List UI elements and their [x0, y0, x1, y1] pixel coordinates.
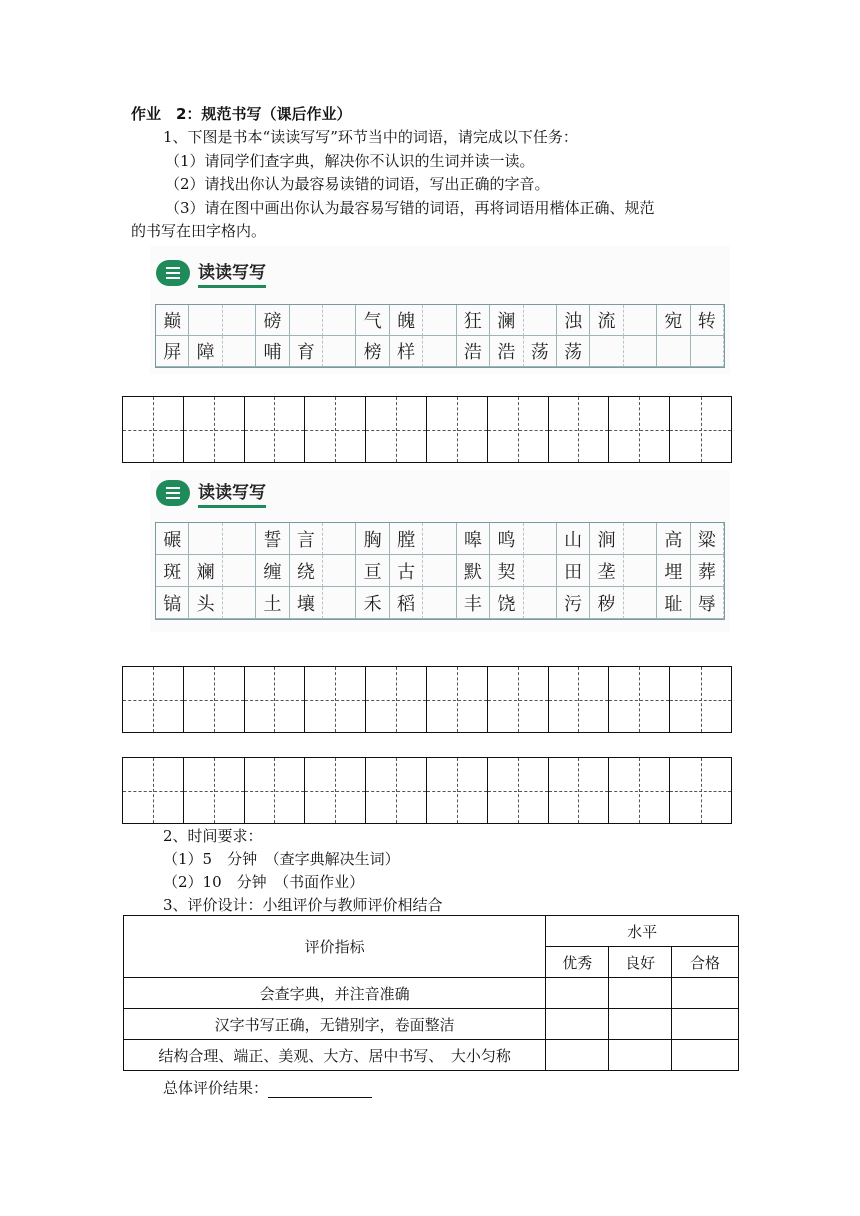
- word-cell: [323, 523, 356, 555]
- word-cell: 障: [189, 336, 222, 367]
- evaluation-table: [123, 915, 739, 1071]
- word-cell: 斓: [189, 555, 222, 587]
- criterion-2: 汉字书写正确，无错别字，卷面整洁: [124, 1009, 546, 1040]
- word-cell: 田: [557, 555, 590, 587]
- tianzige-cell[interactable]: [427, 758, 488, 823]
- word-cell: 嗥: [457, 523, 490, 555]
- word-cell: 育: [290, 336, 323, 367]
- word-cell: 浊: [557, 305, 590, 336]
- score-cell[interactable]: [546, 978, 609, 1009]
- word-cell: [524, 523, 557, 555]
- tianzige-cell[interactable]: [670, 758, 731, 823]
- word-cell: [223, 305, 256, 336]
- tianzige-cell[interactable]: [305, 397, 366, 462]
- tianzige-cell[interactable]: [549, 397, 610, 462]
- task-1: （1）请同学们查字典，解决你不认识的生词并读一读。: [165, 152, 535, 170]
- tianzige-cell[interactable]: [488, 667, 549, 732]
- section-number-icon: [156, 480, 190, 506]
- word-cell: [423, 555, 456, 587]
- tianzige-cell[interactable]: [427, 397, 488, 462]
- word-cell: [624, 523, 657, 555]
- tianzige-cell[interactable]: [670, 397, 731, 462]
- word-cell: 魄: [390, 305, 423, 336]
- word-cell: 誓: [256, 523, 289, 555]
- word-cell: 澜: [490, 305, 523, 336]
- word-cell: 粱: [691, 523, 724, 555]
- word-cell: 饶: [490, 587, 523, 619]
- word-cell: 鸣: [490, 523, 523, 555]
- word-cell: [223, 555, 256, 587]
- word-cell: 哺: [256, 336, 289, 367]
- task-2: （2）请找出你认为最容易读错的词语，写出正确的字音。: [165, 175, 550, 193]
- tianzige-cell[interactable]: [184, 397, 245, 462]
- word-cell: 辱: [691, 587, 724, 619]
- criterion-1: 会查字典，并注音准确: [124, 978, 546, 1009]
- writing-grid-3[interactable]: [122, 757, 732, 824]
- page-title: 作业 2：规范书写（课后作业）: [131, 105, 352, 123]
- word-cell: [290, 305, 323, 336]
- word-cell: [691, 336, 724, 367]
- tianzige-cell[interactable]: [670, 667, 731, 732]
- word-cell: [323, 336, 356, 367]
- word-cell: 碾: [156, 523, 189, 555]
- word-cell: 禾: [356, 587, 389, 619]
- score-cell[interactable]: [546, 1009, 609, 1040]
- evaluation-heading: 3、评价设计：小组评价与教师评价相结合: [163, 896, 443, 914]
- score-cell[interactable]: [546, 1040, 609, 1071]
- word-cell: 膛: [390, 523, 423, 555]
- banner-label: 读读写写: [198, 258, 266, 288]
- word-cell: [223, 523, 256, 555]
- tianzige-cell[interactable]: [123, 667, 184, 732]
- word-cell: [524, 587, 557, 619]
- level-header: 水平: [546, 916, 739, 947]
- word-cell: 榜: [356, 336, 389, 367]
- word-cell: 埋: [657, 555, 690, 587]
- word-cell: 缠: [256, 555, 289, 587]
- word-cell: 高: [657, 523, 690, 555]
- level-good: 良好: [609, 947, 672, 978]
- tianzige-cell[interactable]: [305, 758, 366, 823]
- level-pass: 合格: [672, 947, 739, 978]
- word-cell: [423, 305, 456, 336]
- word-cell: 斑: [156, 555, 189, 587]
- task-3-line-2: 的书写在田字格内。: [131, 222, 267, 240]
- word-cell: [423, 523, 456, 555]
- word-cell: 巅: [156, 305, 189, 336]
- tianzige-cell[interactable]: [427, 667, 488, 732]
- word-cell: [223, 336, 256, 367]
- word-cell: 垄: [590, 555, 623, 587]
- word-cell: 污: [557, 587, 590, 619]
- textbook-word-box-1: [150, 246, 730, 374]
- word-cell: 土: [256, 587, 289, 619]
- summary-blank[interactable]: [268, 1081, 372, 1098]
- task-intro: 1、下图是书本“读读写写”环节当中的词语，请完成以下任务：: [163, 128, 578, 146]
- word-cell: [524, 305, 557, 336]
- word-cell: 浩: [490, 336, 523, 367]
- word-cell: 绕: [290, 555, 323, 587]
- word-cell: 气: [356, 305, 389, 336]
- word-cell: 狂: [457, 305, 490, 336]
- score-cell[interactable]: [609, 1009, 672, 1040]
- tianzige-cell[interactable]: [184, 667, 245, 732]
- word-cell: 镐: [156, 587, 189, 619]
- word-cell: 荡: [557, 336, 590, 367]
- word-cell: 转: [691, 305, 724, 336]
- word-cell: [624, 336, 657, 367]
- word-cell: [423, 587, 456, 619]
- word-cell: [657, 336, 690, 367]
- tianzige-cell[interactable]: [245, 758, 306, 823]
- word-cell: 稻: [390, 587, 423, 619]
- word-cell: 流: [590, 305, 623, 336]
- word-cell: 荡: [524, 336, 557, 367]
- word-cell: 壤: [290, 587, 323, 619]
- textbook-word-box-2: [150, 470, 730, 632]
- word-cell: 浩: [457, 336, 490, 367]
- criterion-3: 结构合理、端正、美观、大方、居中书写、 大小匀称: [124, 1040, 546, 1071]
- tianzige-cell[interactable]: [123, 397, 184, 462]
- word-cell: [323, 555, 356, 587]
- tianzige-cell[interactable]: [366, 758, 427, 823]
- tianzige-cell[interactable]: [488, 758, 549, 823]
- writing-grid-1[interactable]: [122, 396, 732, 463]
- word-cell: [323, 305, 356, 336]
- word-cell: 山: [557, 523, 590, 555]
- score-cell[interactable]: [609, 1040, 672, 1071]
- tianzige-cell[interactable]: [609, 667, 670, 732]
- word-cell: 涧: [590, 523, 623, 555]
- writing-grid-2[interactable]: [122, 666, 732, 733]
- word-cell: [624, 305, 657, 336]
- tianzige-cell[interactable]: [245, 667, 306, 732]
- indicator-header: 评价指标: [124, 916, 546, 978]
- word-cell: 默: [457, 555, 490, 587]
- banner-label: 读读写写: [198, 478, 266, 508]
- word-cell: 葬: [691, 555, 724, 587]
- tianzige-cell[interactable]: [366, 667, 427, 732]
- word-cell: [189, 523, 222, 555]
- tianzige-cell[interactable]: [609, 758, 670, 823]
- tianzige-cell[interactable]: [366, 397, 427, 462]
- word-cell: 样: [390, 336, 423, 367]
- summary-line: [163, 1078, 372, 1098]
- tianzige-cell[interactable]: [488, 397, 549, 462]
- word-cell: [423, 336, 456, 367]
- word-cell: 言: [290, 523, 323, 555]
- section-number-icon: [156, 260, 190, 286]
- score-cell[interactable]: [672, 978, 739, 1009]
- word-cell: 丰: [457, 587, 490, 619]
- word-cell: [524, 555, 557, 587]
- word-cell: [624, 555, 657, 587]
- tianzige-cell[interactable]: [549, 667, 610, 732]
- word-cell: [223, 587, 256, 619]
- word-cell: 磅: [256, 305, 289, 336]
- word-cell: 秽: [590, 587, 623, 619]
- word-cell: [189, 305, 222, 336]
- summary-label: 总体评价结果：: [163, 1079, 269, 1097]
- section-banner: [156, 478, 266, 508]
- word-cell: [323, 587, 356, 619]
- score-cell[interactable]: [609, 978, 672, 1009]
- score-cell[interactable]: [672, 1040, 739, 1071]
- time-heading: 2、时间要求：: [163, 827, 263, 845]
- word-cell: 宛: [657, 305, 690, 336]
- time-item-1: （1）5 分钟 （查字典解决生词）: [163, 850, 400, 868]
- word-grid: [155, 304, 725, 368]
- score-cell[interactable]: [672, 1009, 739, 1040]
- word-cell: 屏: [156, 336, 189, 367]
- word-cell: 胸: [356, 523, 389, 555]
- word-cell: 契: [490, 555, 523, 587]
- tianzige-cell[interactable]: [184, 758, 245, 823]
- word-cell: 头: [189, 587, 222, 619]
- level-excellent: 优秀: [546, 947, 609, 978]
- tianzige-cell[interactable]: [609, 397, 670, 462]
- word-cell: [590, 336, 623, 367]
- word-grid: [155, 522, 725, 620]
- word-cell: 古: [390, 555, 423, 587]
- section-banner: [156, 258, 266, 288]
- tianzige-cell[interactable]: [245, 397, 306, 462]
- task-3-line-1: （3）请在图中画出你认为最容易写错的词语，再将词语用楷体正确、规范: [165, 199, 655, 217]
- tianzige-cell[interactable]: [549, 758, 610, 823]
- word-cell: [624, 587, 657, 619]
- word-cell: 亘: [356, 555, 389, 587]
- time-item-2: （2）10 分钟 （书面作业）: [163, 873, 365, 891]
- tianzige-cell[interactable]: [123, 758, 184, 823]
- word-cell: 耻: [657, 587, 690, 619]
- tianzige-cell[interactable]: [305, 667, 366, 732]
